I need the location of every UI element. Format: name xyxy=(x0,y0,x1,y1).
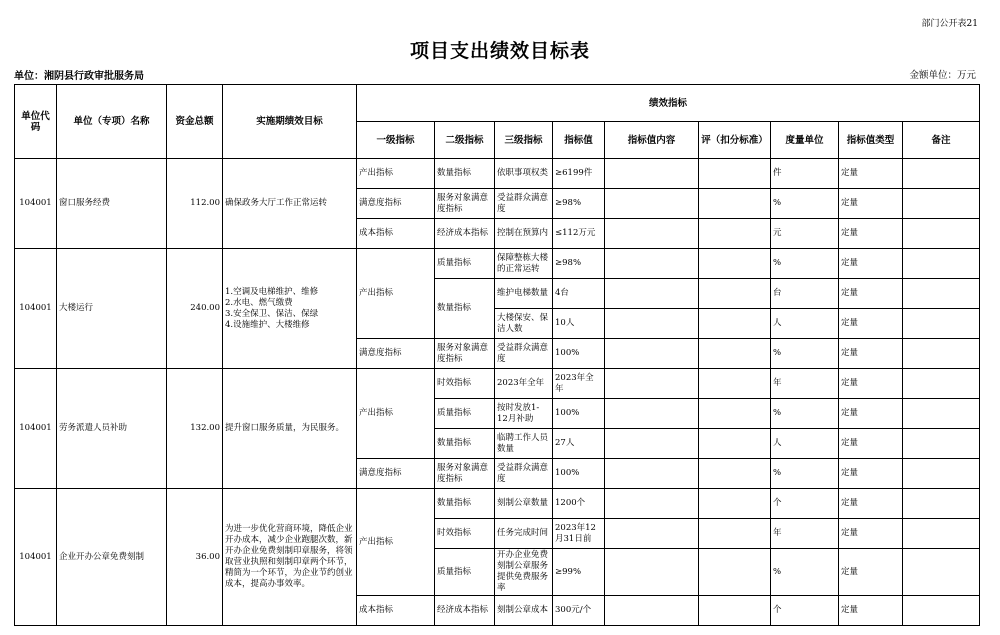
value-content xyxy=(605,519,699,549)
level3-indicator: 受益群众满意度 xyxy=(495,189,553,219)
value-type: 定量 xyxy=(839,309,903,339)
note xyxy=(903,279,980,309)
project-goal xyxy=(223,249,357,369)
measure-unit: 人 xyxy=(771,429,839,459)
value-type: 定量 xyxy=(839,219,903,249)
project-name: 窗口服务经费 xyxy=(57,159,167,249)
project-goal xyxy=(223,159,357,249)
level3-indicator: 临聘工作人员数量 xyxy=(495,429,553,459)
header-level1: 一级指标 xyxy=(357,122,435,159)
value-type: 定量 xyxy=(839,489,903,519)
score-standard xyxy=(699,309,771,339)
level1-indicator: 满意度指标 xyxy=(357,459,435,489)
value-type: 定量 xyxy=(839,159,903,189)
level2-indicator: 时效指标 xyxy=(435,519,495,549)
value-type: 定量 xyxy=(839,429,903,459)
unit-code: 104001 xyxy=(15,369,57,489)
level1-indicator: 产出指标 xyxy=(357,489,435,596)
level1-indicator: 成本指标 xyxy=(357,596,435,626)
score-standard xyxy=(699,159,771,189)
level2-indicator: 服务对象满意度指标 xyxy=(435,189,495,219)
header-note: 备注 xyxy=(903,122,980,159)
value-content xyxy=(605,429,699,459)
value-content xyxy=(605,309,699,339)
indicator-value: 1200个 xyxy=(553,489,605,519)
goal-line: 4.设施维护、大楼维修 xyxy=(225,319,310,330)
level3-indicator: 受益群众满意度 xyxy=(495,459,553,489)
level3-indicator: 刻制公章成本 xyxy=(495,596,553,626)
measure-unit: 个 xyxy=(771,596,839,626)
note xyxy=(903,549,980,596)
page-title: 项目支出绩效目标表 xyxy=(409,40,590,62)
table-row xyxy=(15,249,980,279)
header-performance: 绩效指标 xyxy=(357,85,980,122)
measure-unit: 个 xyxy=(771,489,839,519)
value-type: 定量 xyxy=(839,519,903,549)
measure-unit: % xyxy=(771,249,839,279)
score-standard xyxy=(699,339,771,369)
score-standard xyxy=(699,399,771,429)
measure-unit: % xyxy=(771,549,839,596)
measure-unit: % xyxy=(771,339,839,369)
value-content xyxy=(605,399,699,429)
header-measure: 度量单位 xyxy=(771,122,839,159)
header-type: 指标值类型 xyxy=(839,122,903,159)
level3-indicator: 维护电梯数量 xyxy=(495,279,553,309)
indicator-value: 300元/个 xyxy=(553,596,605,626)
project-goal xyxy=(223,369,357,489)
indicator-value: ≤112万元 xyxy=(553,219,605,249)
goal-line: 1.空调及电梯维护、维修 xyxy=(225,286,319,297)
form-number: 部门公开表21 xyxy=(921,19,978,29)
note xyxy=(903,159,980,189)
measure-unit: 人 xyxy=(771,309,839,339)
value-content xyxy=(605,219,699,249)
measure-unit: 元 xyxy=(771,219,839,249)
project-total: 112.00 xyxy=(167,159,223,249)
score-standard xyxy=(699,429,771,459)
value-type: 定量 xyxy=(839,459,903,489)
project-total: 132.00 xyxy=(167,369,223,489)
value-content xyxy=(605,339,699,369)
level2-indicator: 质量指标 xyxy=(435,549,495,596)
level2-indicator: 数量指标 xyxy=(435,489,495,519)
indicator-value: 4台 xyxy=(553,279,605,309)
performance-table xyxy=(14,84,980,626)
project-total: 36.00 xyxy=(167,489,223,626)
note xyxy=(903,189,980,219)
note xyxy=(903,309,980,339)
level1-indicator: 产出指标 xyxy=(357,249,435,339)
unit-label: 单位：湘阴县行政审批服务局 xyxy=(14,71,144,82)
note xyxy=(903,399,980,429)
level3-indicator: 控制在预算内 xyxy=(495,219,553,249)
header-score: 评（扣分标准） xyxy=(699,122,771,159)
value-type: 定量 xyxy=(839,339,903,369)
score-standard xyxy=(699,489,771,519)
value-type: 定量 xyxy=(839,399,903,429)
score-standard xyxy=(699,189,771,219)
measure-unit: % xyxy=(771,399,839,429)
value-content xyxy=(605,279,699,309)
value-content xyxy=(605,596,699,626)
level2-indicator: 数量指标 xyxy=(435,279,495,339)
indicator-value: ≥98% xyxy=(553,249,605,279)
score-standard xyxy=(699,519,771,549)
value-content xyxy=(605,249,699,279)
table-row xyxy=(15,369,980,399)
value-content xyxy=(605,489,699,519)
level2-indicator: 质量指标 xyxy=(435,249,495,279)
score-standard xyxy=(699,596,771,626)
indicator-value: 10人 xyxy=(553,309,605,339)
goal-line: 2.水电、燃气缴费 xyxy=(225,297,293,308)
level1-indicator: 满意度指标 xyxy=(357,339,435,369)
project-total: 240.00 xyxy=(167,249,223,369)
note xyxy=(903,519,980,549)
score-standard xyxy=(699,279,771,309)
level3-indicator: 受益群众满意度 xyxy=(495,339,553,369)
header-content: 指标值内容 xyxy=(605,122,699,159)
level2-indicator: 数量指标 xyxy=(435,159,495,189)
value-content xyxy=(605,369,699,399)
level2-indicator: 时效指标 xyxy=(435,369,495,399)
level3-indicator: 依职事项权类 xyxy=(495,159,553,189)
header-level2: 二级指标 xyxy=(435,122,495,159)
level3-indicator: 按时发放1-12月补助 xyxy=(495,399,553,429)
header-level3: 三级指标 xyxy=(495,122,553,159)
note xyxy=(903,219,980,249)
level2-indicator: 经济成本指标 xyxy=(435,219,495,249)
value-type: 定量 xyxy=(839,369,903,399)
indicator-value: 100% xyxy=(553,459,605,489)
level3-indicator: 大楼保安、保洁人数 xyxy=(495,309,553,339)
project-name: 大楼运行 xyxy=(57,249,167,369)
goal-line: 3.安全保卫、保洁、保绿 xyxy=(225,308,319,319)
unit-code: 104001 xyxy=(15,489,57,626)
level1-indicator: 成本指标 xyxy=(357,219,435,249)
project-goal xyxy=(223,489,357,626)
level2-indicator: 数量指标 xyxy=(435,429,495,459)
value-type: 定量 xyxy=(839,279,903,309)
project-name: 企业开办公章免费刻制 xyxy=(57,489,167,626)
score-standard xyxy=(699,369,771,399)
indicator-value: 100% xyxy=(553,399,605,429)
level3-indicator: 刻制公章数量 xyxy=(495,489,553,519)
project-name: 劳务派遣人员补助 xyxy=(57,369,167,489)
score-standard xyxy=(699,249,771,279)
measure-unit: 年 xyxy=(771,369,839,399)
amount-unit-label: 金额单位：万元 xyxy=(909,70,976,81)
value-type: 定量 xyxy=(839,249,903,279)
indicator-value: 2023年全年 xyxy=(553,369,605,399)
header-code: 单位代码 xyxy=(15,85,57,159)
indicator-value: 2023年12月31日前 xyxy=(553,519,605,549)
header-name: 单位（专项）名称 xyxy=(57,85,167,159)
note xyxy=(903,459,980,489)
level2-indicator: 服务对象满意度指标 xyxy=(435,339,495,369)
level2-indicator: 经济成本指标 xyxy=(435,596,495,626)
level1-indicator: 满意度指标 xyxy=(357,189,435,219)
unit-code: 104001 xyxy=(15,249,57,369)
value-type: 定量 xyxy=(839,189,903,219)
score-standard xyxy=(699,459,771,489)
measure-unit: % xyxy=(771,189,839,219)
value-content xyxy=(605,189,699,219)
value-content xyxy=(605,549,699,596)
header-total: 资金总额 xyxy=(167,85,223,159)
note xyxy=(903,429,980,459)
value-content xyxy=(605,459,699,489)
note xyxy=(903,369,980,399)
level2-indicator: 服务对象满意度指标 xyxy=(435,459,495,489)
note xyxy=(903,596,980,626)
score-standard xyxy=(699,549,771,596)
indicator-value: 27人 xyxy=(553,429,605,459)
value-type: 定量 xyxy=(839,549,903,596)
value-content xyxy=(605,159,699,189)
unit-code: 104001 xyxy=(15,159,57,249)
measure-unit: % xyxy=(771,459,839,489)
table-row xyxy=(15,489,980,519)
note xyxy=(903,339,980,369)
measure-unit: 件 xyxy=(771,159,839,189)
measure-unit: 台 xyxy=(771,279,839,309)
measure-unit: 年 xyxy=(771,519,839,549)
note xyxy=(903,249,980,279)
level3-indicator: 2023年全年 xyxy=(495,369,553,399)
goal-line: 确保政务大厅工作正常运转 xyxy=(225,198,328,208)
level2-indicator: 质量指标 xyxy=(435,399,495,429)
header-goal: 实施期绩效目标 xyxy=(223,85,357,159)
level3-indicator: 任务完成时间 xyxy=(495,519,553,549)
note xyxy=(903,489,980,519)
header-value: 指标值 xyxy=(553,122,605,159)
level3-indicator: 开办企业免费刻制公章服务提供免费服务率 xyxy=(495,549,553,596)
indicator-value: ≥6199件 xyxy=(553,159,605,189)
goal-line: 为进一步优化营商环境，降低企业开办成本，减少企业跑腿次数，新开办企业免费刻制印章服务，将领取营业执照和刻制印章两个环节，精简为一个环节，为企业节约创业成本，提高办事效率。 xyxy=(225,524,353,589)
value-type: 定量 xyxy=(839,596,903,626)
indicator-value: 100% xyxy=(553,339,605,369)
indicator-value: ≥99% xyxy=(553,549,605,596)
indicator-value: ≥98% xyxy=(553,189,605,219)
table-row xyxy=(15,159,980,189)
level1-indicator: 产出指标 xyxy=(357,369,435,459)
level3-indicator: 保障整栋大楼的正常运转 xyxy=(495,249,553,279)
level1-indicator: 产出指标 xyxy=(357,159,435,189)
goal-line: 提升窗口服务质量，为民服务。 xyxy=(225,423,345,433)
score-standard xyxy=(699,219,771,249)
